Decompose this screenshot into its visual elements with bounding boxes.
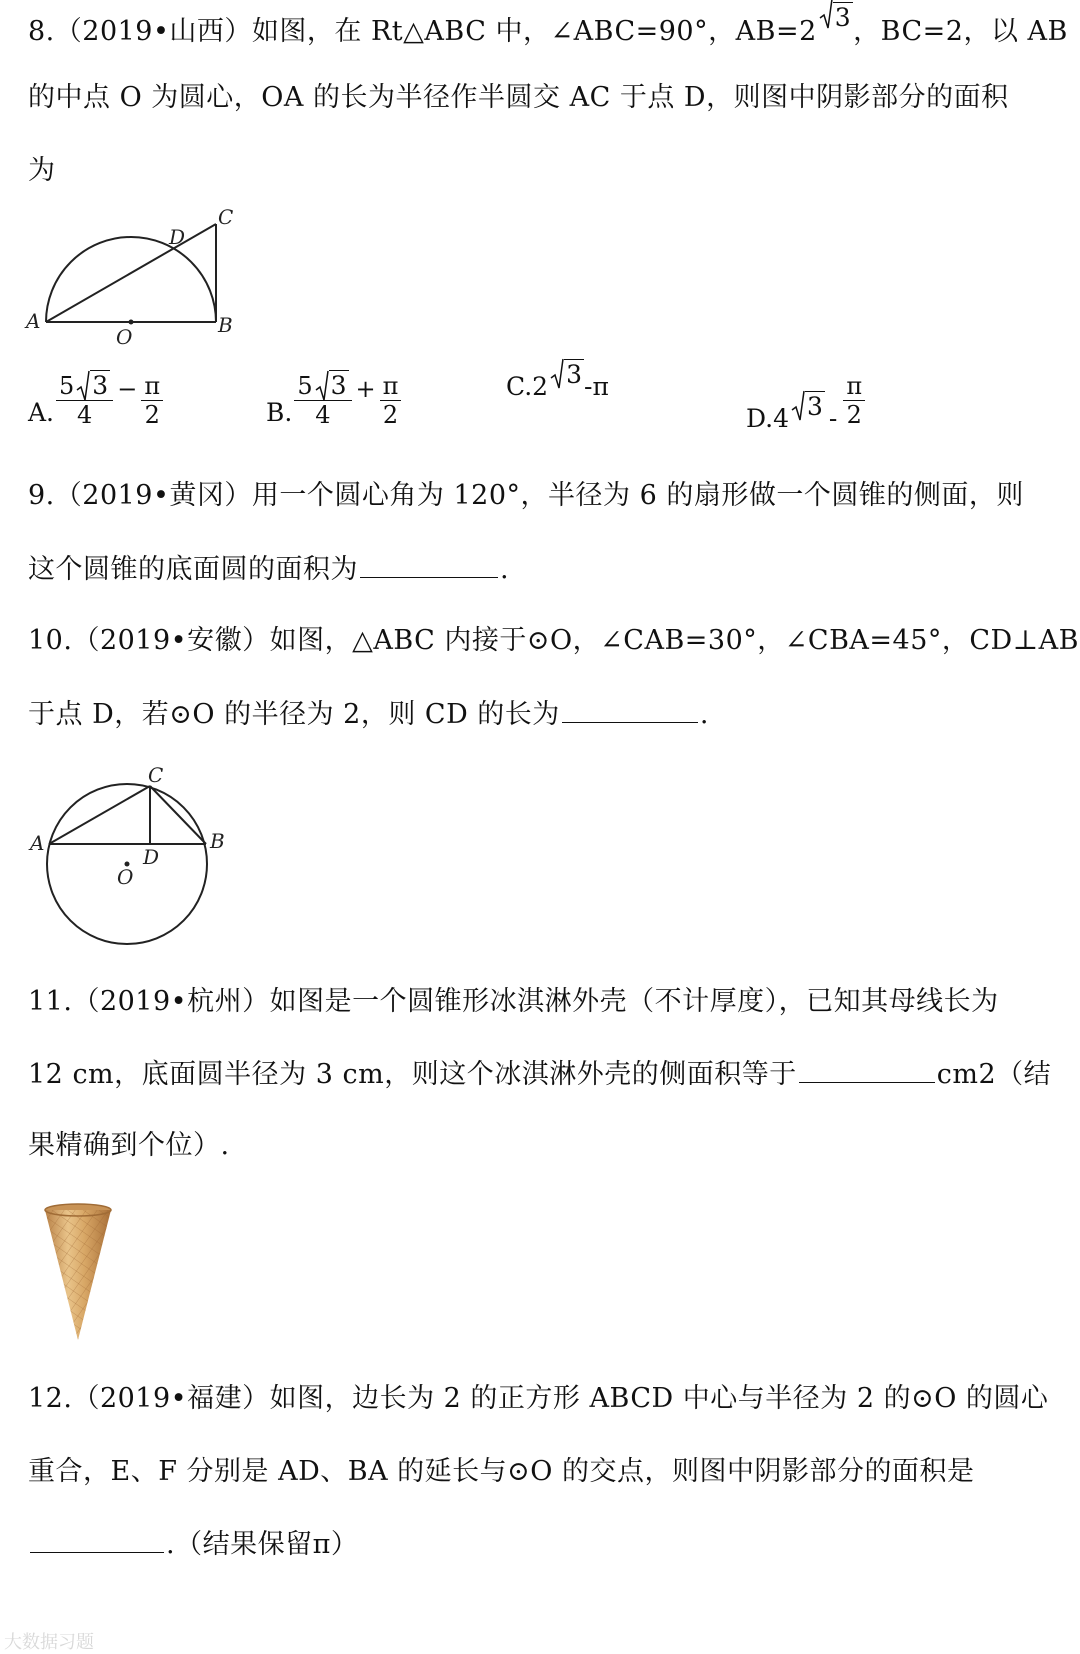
q8-line-3: 为 xyxy=(28,155,56,186)
q11-line-1: 11.（2019•杭州）如图是一个圆锥形冰淇淋外壳（不计厚度），已知其母线长为 xyxy=(28,986,999,1017)
q12-line-2: 重合，E、F 分别是 AD、BA 的延长与⊙O 的交点，则图中阴影部分的面积是 xyxy=(28,1456,975,1487)
q8-label-a: A xyxy=(26,309,41,333)
q11-line-3: 果精确到个位）. xyxy=(28,1130,230,1161)
q10-label-c: C xyxy=(148,763,164,787)
option-b[interactable]: B. 5 3 4 + $\frac{\pi}{2}$ xyxy=(266,372,403,429)
q8-label-d: D xyxy=(169,225,186,249)
q10-figure xyxy=(20,760,240,960)
q10-line-2: 于点 D，若⊙O 的半径为 2，则 CD 的长为 . xyxy=(28,696,709,733)
q8-label-o: O xyxy=(116,325,133,349)
q8-figure xyxy=(20,200,250,350)
q10-label-o: O xyxy=(117,865,134,889)
answer-blank-q12[interactable] xyxy=(30,1526,164,1553)
q10-line-1: 10.（2019•安徽）如图，△ABC 内接于⊙O，∠CAB=30°，∠CBA=45°，CD⊥AB xyxy=(28,625,1079,656)
q9-line-2: 这个圆锥的底面圆的面积为 . xyxy=(28,551,509,588)
option-d[interactable]: D.4 3 - $\frac{\pi}{2}$ xyxy=(746,372,867,435)
answer-blank-q9[interactable] xyxy=(360,551,498,578)
q12-line-3: .（结果保留π） xyxy=(28,1526,358,1563)
option-c[interactable]: C.2 3 -π xyxy=(506,360,609,401)
q8-label-c: C xyxy=(218,205,234,229)
sqrt-symbol: 3 xyxy=(791,392,825,421)
q10-label-d: D xyxy=(143,845,160,869)
watermark: 大数据习题 xyxy=(4,1632,94,1653)
option-a[interactable]: A. 5 3 4 − $\frac{\pi}{2}$ xyxy=(28,372,165,429)
sqrt-symbol: 3 xyxy=(76,372,110,400)
q8-label-b: B xyxy=(218,313,233,337)
q9-line-1: 9.（2019•黄冈）用一个圆心角为 120°，半径为 6 的扇形做一个圆锥的侧面，则 xyxy=(28,480,1024,511)
q10-label-a: A xyxy=(30,831,45,855)
sqrt-symbol: 3 xyxy=(819,0,853,36)
q8-line-1: 8.（2019•山西）如图，在 Rt△ABC 中，∠ABC=90°，AB=2 3，BC=2，以 AB xyxy=(28,14,1068,50)
q10-label-b: B xyxy=(210,829,225,853)
sqrt-symbol: 3 xyxy=(315,372,349,400)
answer-blank-q10[interactable] xyxy=(562,696,698,723)
q11-line-2: 12 cm，底面圆半径为 3 cm，则这个冰淇淋外壳的侧面积等于 cm2（结 xyxy=(28,1056,1051,1093)
q12-line-1: 12.（2019•福建）如图，边长为 2 的正方形 ABCD 中心与半径为 2 的⊙O 的圆心 xyxy=(28,1383,1049,1414)
q8-line-2: 的中点 O 为圆心，OA 的长为半径作半圆交 AC 于点 D，则图中阴影部分的面积 xyxy=(28,82,1009,113)
answer-blank-q11[interactable] xyxy=(799,1056,935,1083)
sqrt-symbol: 3 xyxy=(550,360,584,389)
ice-cream-cone-image xyxy=(38,1200,118,1348)
